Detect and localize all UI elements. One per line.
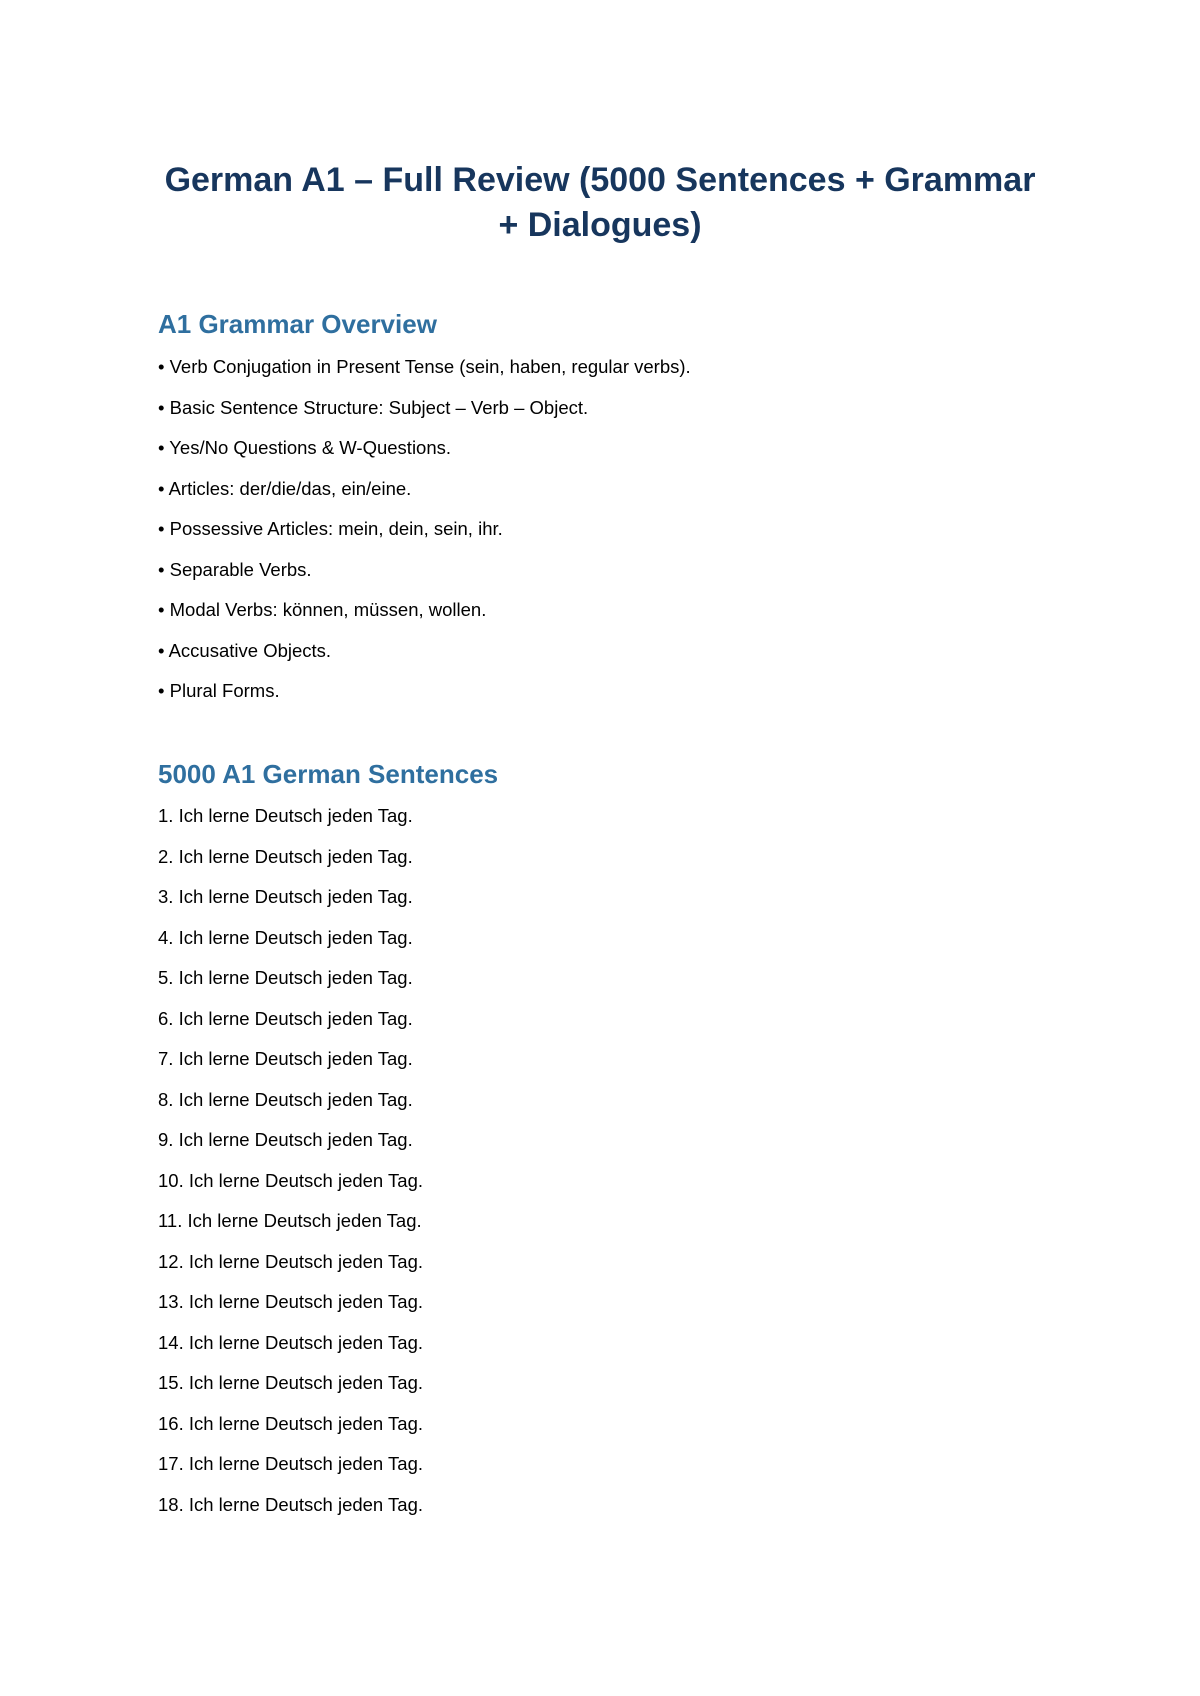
list-item: 13. Ich lerne Deutsch jeden Tag. — [158, 1291, 423, 1312]
list-item: • Accusative Objects. — [158, 639, 332, 661]
list-item: • Articles: der/die/das, ein/eine. — [158, 477, 412, 499]
list-item: • Modal Verbs: können, müssen, wollen. — [158, 599, 487, 620]
list-item: 8. Ich lerne Deutsch jeden Tag. — [158, 1088, 413, 1110]
list-item: 16. Ich lerne Deutsch jeden Tag. — [158, 1412, 423, 1434]
list-item: 3. Ich lerne Deutsch jeden Tag. — [158, 886, 413, 907]
section-heading-grammar-overview: A1 Grammar Overview — [158, 309, 437, 339]
list-item: 14. Ich lerne Deutsch jeden Tag. — [158, 1331, 423, 1353]
list-item: 9. Ich lerne Deutsch jeden Tag. — [158, 1129, 413, 1150]
list-item: 17. Ich lerne Deutsch jeden Tag. — [158, 1453, 423, 1474]
list-item: 1. Ich lerne Deutsch jeden Tag. — [158, 805, 413, 826]
list-item: • Basic Sentence Structure: Subject – Verb – Object. — [158, 396, 589, 418]
list-item: 18. Ich lerne Deutsch jeden Tag. — [158, 1493, 423, 1515]
list-item: 10. Ich lerne Deutsch jeden Tag. — [158, 1169, 423, 1191]
list-item: 11. Ich lerne Deutsch jeden Tag. — [158, 1210, 422, 1231]
list-item: 2. Ich lerne Deutsch jeden Tag. — [158, 845, 413, 867]
list-item: • Plural Forms. — [158, 680, 280, 701]
grammar-overview-list — [158, 353, 1058, 718]
list-item: • Yes/No Questions & W-Questions. — [158, 437, 452, 458]
list-item: 15. Ich lerne Deutsch jeden Tag. — [158, 1372, 423, 1393]
list-item: • Possessive Articles: mein, dein, sein, ihr. — [158, 518, 503, 539]
list-item: 4. Ich lerne Deutsch jeden Tag. — [158, 926, 413, 948]
document-title: German A1 – Full Review (5000 Sentences + Grammar + Dialogues) — [164, 161, 1036, 244]
german-sentences-list — [158, 802, 1058, 1531]
list-item: 5. Ich lerne Deutsch jeden Tag. — [158, 967, 413, 988]
list-item: • Verb Conjugation in Present Tense (sein, haben, regular verbs). — [158, 356, 691, 377]
list-item: • Separable Verbs. — [158, 558, 312, 580]
list-item: 6. Ich lerne Deutsch jeden Tag. — [158, 1007, 413, 1029]
list-item: 7. Ich lerne Deutsch jeden Tag. — [158, 1048, 413, 1069]
section-heading-german-sentences: 5000 A1 German Sentences — [158, 759, 499, 789]
list-item: 12. Ich lerne Deutsch jeden Tag. — [158, 1250, 423, 1272]
